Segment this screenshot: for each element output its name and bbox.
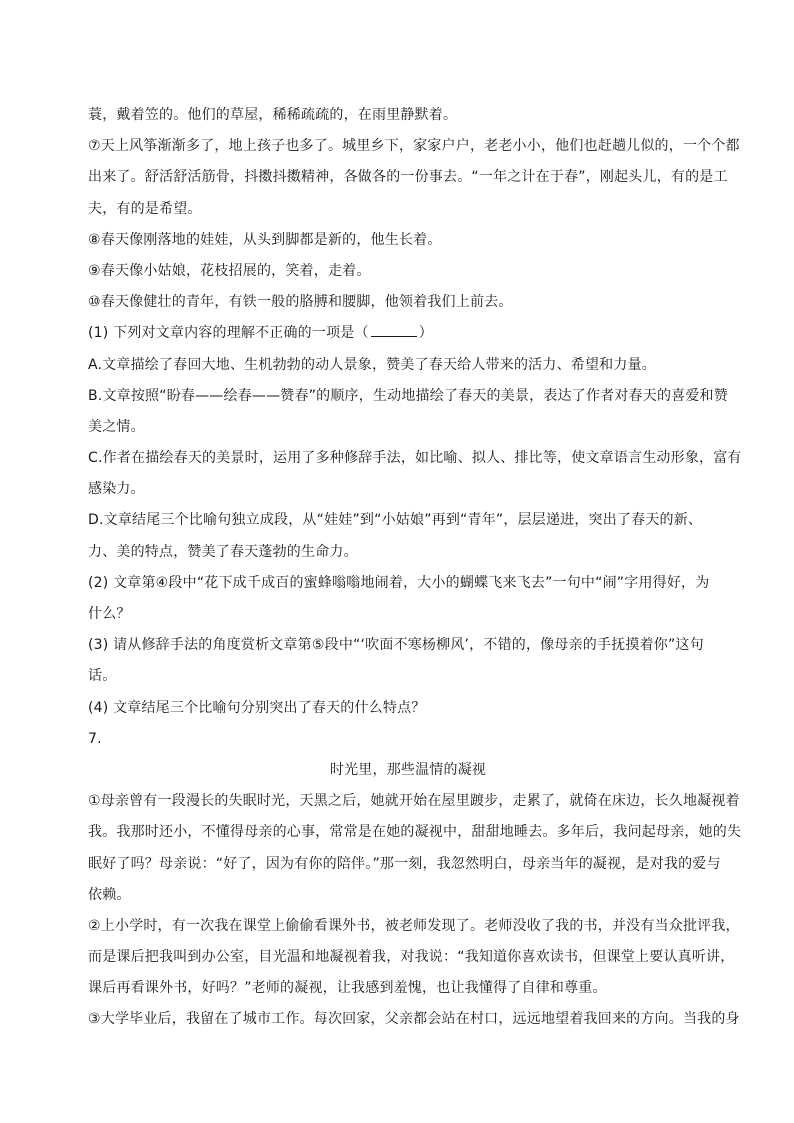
question-1	[88, 318, 718, 349]
text-line: (2) 文章第④段中“花下成千成百的蜜蜂嗡嗡地闹着，大小的蝴蝶飞来飞去”一句中“闹”字用得好，为	[88, 574, 710, 591]
text-line: 感染力。	[88, 481, 145, 498]
question-1-close: ）	[418, 325, 433, 342]
text-line: ⑧春天像刚落地的娃娃，从头到脚都是新的，他生长着。	[88, 231, 442, 248]
text-line: 依赖。	[88, 886, 131, 903]
text-line: A.文章描绘了春回大地、生机勃勃的动人景象，赞美了春天给人带来的活力、希望和力量。	[88, 356, 656, 373]
text-line: ⑩春天像健壮的青年，有铁一般的胳膊和腰脚，他领着我们上前去。	[88, 294, 513, 311]
article-title: 时光里，那些温情的凝视	[329, 761, 487, 778]
text-line: 夫，有的是希望。	[88, 200, 202, 217]
text-line: 课后再看课外书，好吗？”老师的凝视，让我感到羞愧，也让我懂得了自律和尊重。	[88, 980, 607, 997]
text-line: B.文章按照“盼春——绘春——赞春”的顺序，生动地描绘了春天的美景，表达了作者对春天的喜爱和赞	[88, 387, 728, 404]
text-line: (4) 文章结尾三个比喻句分别突出了春天的什么特点？	[88, 699, 426, 716]
text-line: ③大学毕业后，我留在了城市工作。每次回家，父亲都会站在村口，远远地望着我回来的方向。当我的身	[88, 1011, 740, 1028]
text-line: 眠好了吗？母亲说：“好了，因为有你的陪伴。”那一刻，我忽然明白，母亲当年的凝视，是对我的爱与	[88, 855, 721, 872]
text-line: D.文章结尾三个比喻句独立成段，从“娃娃”到“小姑娘”再到“青年”，层层递进，突出了春天的新、	[88, 512, 703, 529]
text-line: ①母亲曾有一段漫长的失眠时光，天黑之后，她就开始在屋里踱步，走累了，就倚在床边，长久地凝视着	[88, 793, 740, 810]
text-line: C.作者在描绘春天的美景时，运用了多种修辞手法，如比喻、拟人、排比等，使文章语言生动形象，富有	[88, 450, 742, 467]
text-line: 美之情。	[88, 418, 145, 435]
text-line: ②上小学时，有一次我在课堂上偷偷看课外书，被老师发现了。老师没收了我的书，并没有当众批评我，	[88, 917, 740, 934]
document-page	[88, 100, 742, 1036]
text-line: ⑨春天像小姑娘，花枝招展的，笑着，走着。	[88, 262, 371, 279]
question-1-text: (1) 下列对文章内容的理解不正确的一项是（	[88, 325, 369, 342]
text-line: 力、美的特点，赞美了春天蓬勃的生命力。	[88, 543, 358, 560]
text-line: 什么？	[88, 606, 131, 622]
answer-blank[interactable]	[371, 322, 417, 337]
text-line: 我。我那时还小，不懂得母亲的心事，常常是在她的凝视中，甜甜地睡去。多年后，我问起母亲，她的失	[88, 824, 742, 841]
text-line: (3) 请从修辞手法的角度赏析文章第⑤段中“‘吹面不寒杨柳风’，不错的，像母亲的手抚摸着你”这句	[88, 637, 704, 654]
text-line: 出来了。舒活舒活筋骨，抖擞抖擞精神，各做各的一份事去。“一年之计在于春”，刚起头儿，有的是工	[88, 169, 728, 186]
text-line: 蓑，戴着笠的。他们的草屋，稀稀疏疏的，在雨里静默着。	[88, 107, 458, 123]
text-line: 话。	[88, 668, 117, 685]
text-line: 而是课后把我叫到办公室，目光温和地凝视着我，对我说：“我知道你喜欢读书，但课堂上要认真听讲，	[88, 949, 735, 966]
question-number: 7.	[88, 730, 102, 747]
text-line: ⑦天上风筝渐渐多了，地上孩子也多了。城里乡下，家家户户，老老小小，他们也赶趟儿似的，一个个都	[88, 138, 740, 155]
